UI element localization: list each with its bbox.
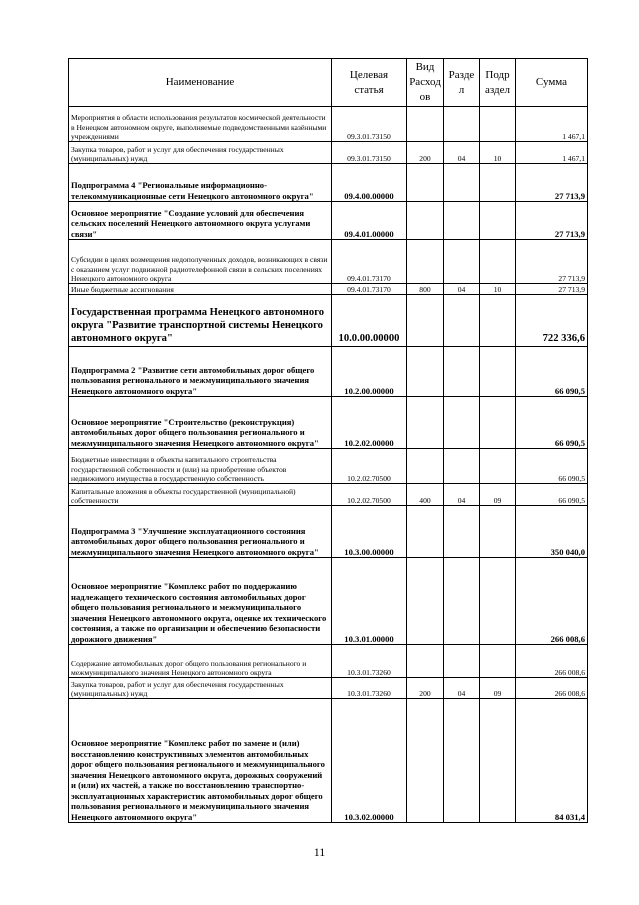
row-expense-type <box>407 699 444 823</box>
row-section <box>444 347 480 397</box>
row-section: 04 <box>444 678 480 699</box>
row-name: Мероприятия в области использования результатов космической деятельности в Ненецком автономном округе, выполняемые подведомственными казёнными учреждениями <box>69 107 332 142</box>
row-expense-type: 800 <box>407 284 444 295</box>
row-amount: 27 713,9 <box>516 202 588 240</box>
row-target-article: 10.3.00.00000 <box>332 506 407 558</box>
table-row <box>69 164 588 202</box>
row-section <box>444 699 480 823</box>
row-expense-type <box>407 240 444 284</box>
table-row <box>69 240 588 284</box>
table-header-row <box>69 59 588 107</box>
table-row <box>69 558 588 645</box>
row-expense-type <box>407 295 444 347</box>
page-number: 11 <box>313 845 326 859</box>
row-expense-type <box>407 645 444 678</box>
row-subsection <box>480 397 516 449</box>
row-subsection <box>480 240 516 284</box>
table-row <box>69 484 588 506</box>
table-row <box>69 142 588 164</box>
row-target-article: 10.3.01.00000 <box>332 558 407 645</box>
row-expense-type <box>407 397 444 449</box>
row-expense-type: 200 <box>407 142 444 164</box>
table-row <box>69 645 588 678</box>
row-subsection: 09 <box>480 678 516 699</box>
row-section <box>444 558 480 645</box>
row-section <box>444 449 480 484</box>
row-subsection <box>480 164 516 202</box>
row-name: Подпрограмма 4 "Региональные информационно-телекоммуникационные сети Ненецкого автономного округа" <box>69 164 332 202</box>
row-amount: 66 090,5 <box>516 397 588 449</box>
row-amount: 27 713,9 <box>516 284 588 295</box>
row-section <box>444 645 480 678</box>
row-amount: 66 090,5 <box>516 449 588 484</box>
row-target-article: 10.2.02.70500 <box>332 484 407 506</box>
row-amount: 66 090,5 <box>516 484 588 506</box>
table-row <box>69 699 588 823</box>
header-expense-type: Вид Расход ов <box>407 59 444 107</box>
row-target-article: 10.3.01.73260 <box>332 678 407 699</box>
table-row <box>69 397 588 449</box>
row-name: Субсидии в целях возмещения недополученных доходов, возникающих в связи с оказанием услуг подвижной радиотелефонной связи в сельских поселениях Ненецкого автономного округа <box>69 240 332 284</box>
row-name: Капитальные вложения в объекты государственной (муниципальной) собственности <box>69 484 332 506</box>
row-name: Иные бюджетные ассигнования <box>69 284 332 295</box>
row-subsection <box>480 295 516 347</box>
row-section <box>444 164 480 202</box>
row-name: Закупка товаров, работ и услуг для обеспечения государственных (муниципальных) нужд <box>69 142 332 164</box>
row-subsection <box>480 449 516 484</box>
table-row <box>69 347 588 397</box>
row-section <box>444 397 480 449</box>
header-target-article: Целевая статья <box>332 59 407 107</box>
table-row <box>69 284 588 295</box>
table-row <box>69 202 588 240</box>
header-amount: Сумма <box>516 59 588 107</box>
row-expense-type: 400 <box>407 484 444 506</box>
row-subsection <box>480 558 516 645</box>
header-subsection: Подр аздел <box>480 59 516 107</box>
row-amount: 266 008,6 <box>516 645 588 678</box>
row-name: Закупка товаров, работ и услуг для обеспечения государственных (муниципальных) нужд <box>69 678 332 699</box>
row-target-article: 10.2.02.00000 <box>332 397 407 449</box>
row-target-article: 09.4.00.00000 <box>332 164 407 202</box>
header-section: Разде л <box>444 59 480 107</box>
row-name: Основное мероприятие "Создание условий для обеспечения сельских поселений Ненецкого автономного округа услугами связи" <box>69 202 332 240</box>
row-section: 04 <box>444 142 480 164</box>
row-target-article: 09.3.01.73150 <box>332 107 407 142</box>
budget-table <box>68 58 588 823</box>
row-expense-type <box>407 164 444 202</box>
row-target-article: 10.2.00.00000 <box>332 347 407 397</box>
row-target-article: 09.4.01.73170 <box>332 284 407 295</box>
row-section <box>444 295 480 347</box>
row-name: Содержание автомобильных дорог общего пользования регионального и межмуниципального значения Ненецкого автономного округа <box>69 645 332 678</box>
row-section <box>444 202 480 240</box>
row-section <box>444 240 480 284</box>
row-expense-type <box>407 347 444 397</box>
row-section: 04 <box>444 284 480 295</box>
table-row <box>69 295 588 347</box>
row-amount: 266 008,6 <box>516 678 588 699</box>
row-target-article: 09.4.01.73170 <box>332 240 407 284</box>
row-amount: 27 713,9 <box>516 240 588 284</box>
row-name: Подпрограмма 3 "Улучшение эксплуатационного состояния автомобильных дорог общего пользования регионального и межмуниципального значения Ненецкого автономного округа" <box>69 506 332 558</box>
row-subsection <box>480 506 516 558</box>
row-target-article: 09.3.01.73150 <box>332 142 407 164</box>
row-subsection: 09 <box>480 484 516 506</box>
row-subsection <box>480 699 516 823</box>
row-name: Бюджетные инвестиции в объекты капитального строительства государственной собственности и (или) на приобретение объектов недвижимого имущества в государственную собственность <box>69 449 332 484</box>
row-subsection <box>480 202 516 240</box>
row-amount: 1 467,1 <box>516 142 588 164</box>
row-amount: 27 713,9 <box>516 164 588 202</box>
table-row <box>69 678 588 699</box>
row-amount: 350 040,0 <box>516 506 588 558</box>
row-amount: 722 336,6 <box>516 295 588 347</box>
row-amount: 266 008,6 <box>516 558 588 645</box>
row-name: Государственная программа Ненецкого автономного округа "Развитие транспортной системы Ненецкого автономного округа" <box>69 295 332 347</box>
row-expense-type <box>407 558 444 645</box>
row-amount: 1 467,1 <box>516 107 588 142</box>
row-name: Основное мероприятие "Комплекс работ по замене и (или) восстановлению конструктивных элементов автомобильных дорог общего пользования регионального и межмуниципального значения Ненецкого автономного округа, дорожных сооружений и (или) их частей, а также по восстановлению транспортно-эксплуатационных характеристик автомобильных дорог общего пользования регионального и межмуниципального значения Ненецкого автономного округа" <box>69 699 332 823</box>
row-expense-type <box>407 506 444 558</box>
row-target-article: 09.4.01.00000 <box>332 202 407 240</box>
row-target-article: 10.0.00.00000 <box>332 295 407 347</box>
row-amount: 66 090,5 <box>516 347 588 397</box>
table-row <box>69 506 588 558</box>
row-expense-type <box>407 107 444 142</box>
row-target-article: 10.3.02.00000 <box>332 699 407 823</box>
row-target-article: 10.3.01.73260 <box>332 645 407 678</box>
row-amount: 84 031,4 <box>516 699 588 823</box>
row-section <box>444 506 480 558</box>
row-expense-type <box>407 449 444 484</box>
table-row <box>69 449 588 484</box>
row-section <box>444 107 480 142</box>
row-subsection <box>480 107 516 142</box>
table-row <box>69 107 588 142</box>
row-name: Подпрограмма 2 "Развитие сети автомобильных дорог общего пользования регионального и межмуниципального значения Ненецкого автономного округа" <box>69 347 332 397</box>
header-name: Наименование <box>69 59 332 107</box>
row-subsection <box>480 347 516 397</box>
row-name: Основное мероприятие "Комплекс работ по поддержанию надлежащего технического состояния автомобильных дорог общего пользования регионального и межмуниципального значения Ненецкого автономного округа, оценке их технического состояния, а также по организации и обеспечению безопасности дорожного движения" <box>69 558 332 645</box>
row-section: 04 <box>444 484 480 506</box>
row-subsection <box>480 645 516 678</box>
row-subsection: 10 <box>480 284 516 295</box>
row-expense-type <box>407 202 444 240</box>
row-target-article: 10.2.02.70500 <box>332 449 407 484</box>
row-subsection: 10 <box>480 142 516 164</box>
row-expense-type: 200 <box>407 678 444 699</box>
row-name: Основное мероприятие "Строительство (реконструкция) автомобильных дорог общего пользования регионального и межмуниципального значения Ненецкого автономного округа" <box>69 397 332 449</box>
